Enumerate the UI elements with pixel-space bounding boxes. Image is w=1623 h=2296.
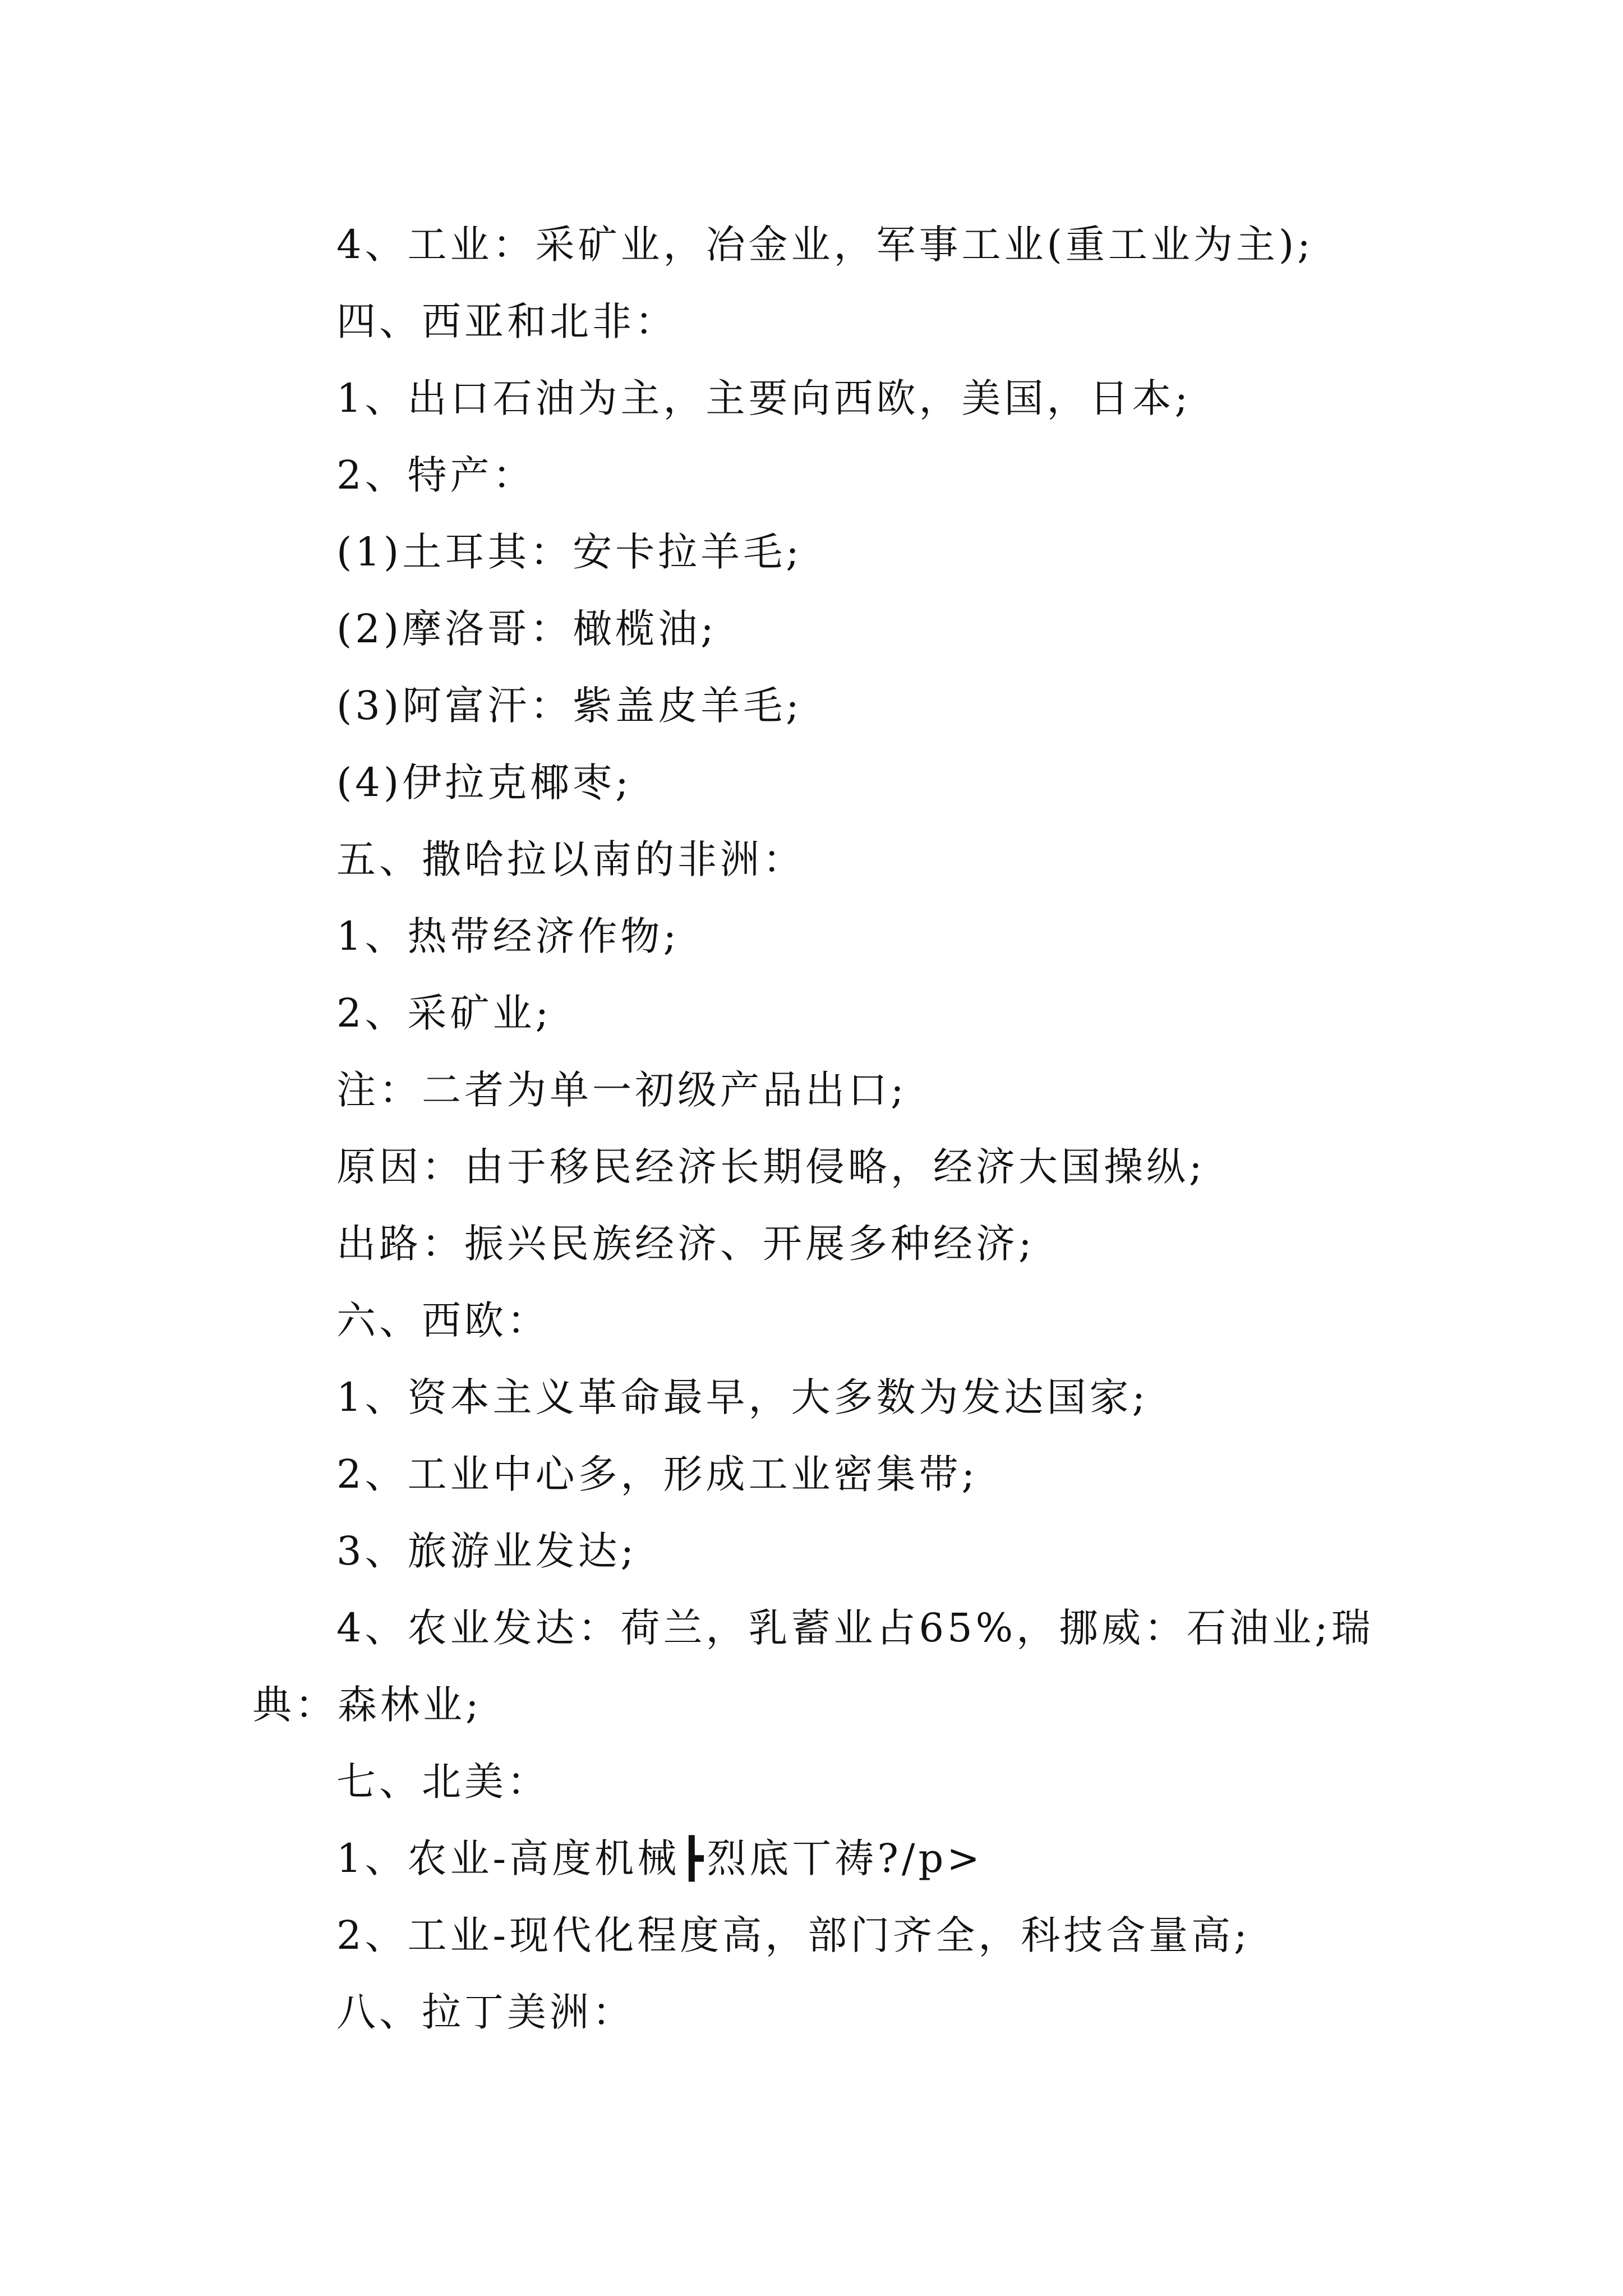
- section-heading: 四、西亚和北非：: [336, 298, 677, 344]
- text-line: 注：二者为单一初级产品出口;: [336, 1067, 907, 1113]
- document-body: [252, 206, 1391, 2051]
- text-line-continuation: 典：森林业;: [252, 1682, 482, 1728]
- section-heading: 八、拉丁美洲：: [336, 1989, 635, 2035]
- text-line: 4、工业：采矿业，冶金业，军事工业(重工业为主);: [336, 222, 1314, 268]
- text-line: 原因：由于移民经济长期侵略，经济大国操纵;: [336, 1144, 1206, 1190]
- section-heading: 六、西欧：: [336, 1297, 550, 1343]
- section-heading: 五、撒哈拉以南的非洲：: [336, 836, 805, 882]
- text-line: (1)土耳其：安卡拉羊毛;: [336, 529, 803, 575]
- text-line: 2、工业-现代化程度高，部门齐全，科技含量高;: [336, 1912, 1251, 1958]
- text-line: (4)伊拉克椰枣;: [336, 760, 632, 806]
- text-line: 1、农业-高度机械┣烈底丅祷?/p>: [336, 1835, 983, 1881]
- text-line: 1、热带经济作物;: [336, 913, 680, 959]
- text-line: (2)摩洛哥：橄榄油;: [336, 606, 717, 652]
- text-line: 1、出口石油为主，主要向西欧，美国，日本;: [336, 375, 1192, 421]
- text-line: 出路：振兴民族经济、开展多种经济;: [336, 1221, 1035, 1267]
- text-line: (3)阿富汗：紫盖皮羊毛;: [336, 683, 803, 729]
- text-line: 2、工业中心多，形成工业密集带;: [336, 1451, 979, 1497]
- text-line: 2、采矿业;: [336, 990, 552, 1036]
- text-line: 1、资本主义革命最早，大多数为发达国家;: [336, 1374, 1149, 1420]
- text-line: 4、农业发达：荷兰，乳蓄业占65%，挪威：石油业;瑞: [336, 1605, 1374, 1651]
- text-line: 2、特产：: [336, 452, 536, 498]
- text-line: 3、旅游业发达;: [336, 1528, 638, 1574]
- section-heading: 七、北美：: [336, 1759, 550, 1805]
